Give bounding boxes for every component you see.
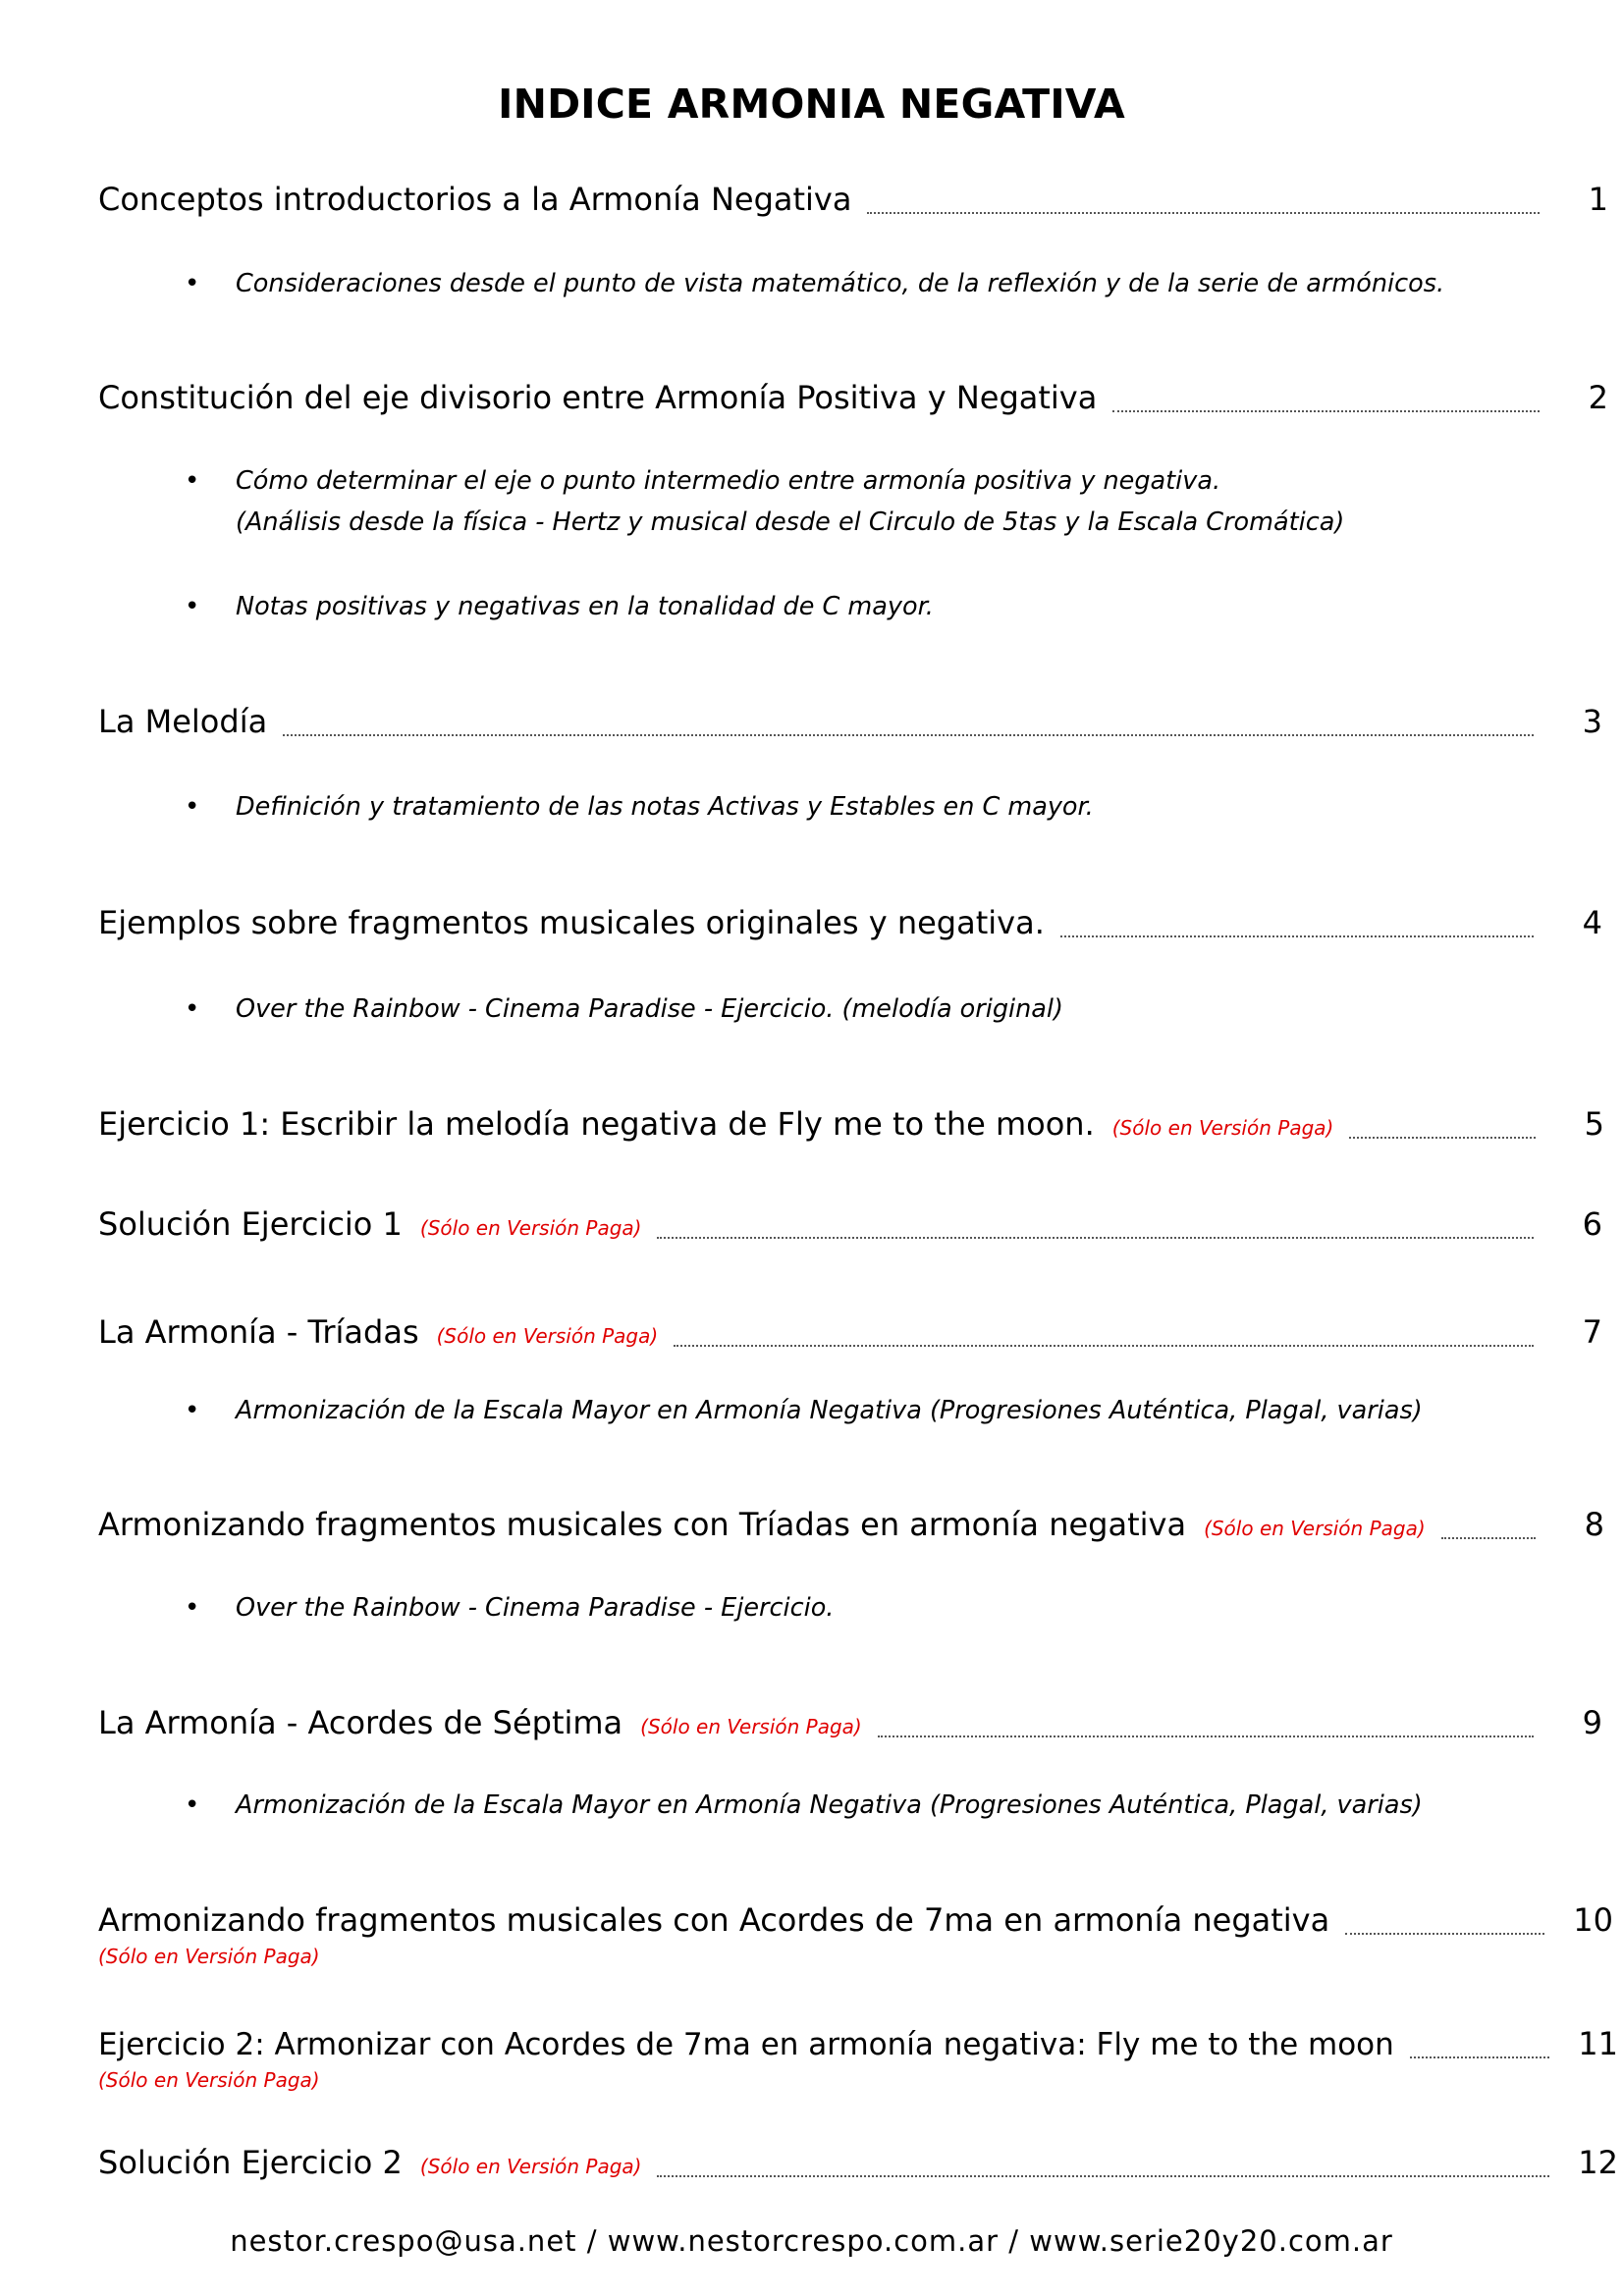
toc-entry[interactable] [98, 1901, 1613, 1968]
toc-entry[interactable] [98, 1105, 1604, 1148]
footer-contact: nestor.crespo@usa.net / www.nestorcrespo.com.ar / www.serie20y20.com.ar [230, 2224, 1393, 2258]
dot-leader [867, 212, 1540, 214]
toc-page-number: 1 [1588, 181, 1608, 218]
toc-entry[interactable] [98, 379, 1608, 422]
toc-entry-label: Solución Ejercicio 1 (Sólo en Versión Paga) [98, 1205, 642, 1243]
toc-entry[interactable] [98, 1205, 1602, 1249]
toc-page-number: 3 [1582, 703, 1602, 740]
dot-leader [1060, 935, 1534, 937]
toc-entry-label: Ejercicio 2: Armonizar con Acordes de 7ma en armonía negativa: Fly me to the moon [98, 2027, 1394, 2062]
paid-version-note: (Sólo en Versión Paga) [640, 1715, 862, 1738]
toc-entry[interactable] [98, 2025, 1618, 2092]
toc-page-number: 12 [1578, 2144, 1618, 2181]
dot-leader [878, 1735, 1534, 1737]
toc-page-number: 8 [1584, 1506, 1604, 1543]
toc-page-number: 2 [1588, 379, 1608, 416]
toc-entry-label: La Armonía - Acordes de Séptima (Sólo en Versión Paga) [98, 1704, 862, 1741]
toc-entry-label: Conceptos introductorios a la Armonía Negativa [98, 181, 852, 218]
toc-page-number: 6 [1582, 1205, 1602, 1243]
toc-page-number: 5 [1584, 1105, 1604, 1143]
page-title: INDICE ARMONIA NEGATIVA [498, 80, 1125, 128]
toc-page-number: 9 [1582, 1704, 1602, 1741]
paid-version-note: (Sólo en Versión Paga) [419, 1216, 642, 1240]
toc-entry[interactable] [98, 2144, 1618, 2187]
paid-version-note: (Sólo en Versión Paga) [1204, 1517, 1426, 1540]
dot-leader [657, 1237, 1534, 1239]
paid-version-note: (Sólo en Versión Paga) [436, 1324, 659, 1348]
toc-page-number: 4 [1582, 904, 1602, 941]
toc-entry[interactable] [98, 1313, 1602, 1357]
bullet-icon: • [185, 1593, 200, 1623]
toc-entry-label: Ejercicio 1: Escribir la melodía negativa de Fly me to the moon. (Sólo en Versión Paga) [98, 1105, 1334, 1143]
toc-entry[interactable] [98, 904, 1602, 947]
bullet-icon: • [185, 1396, 200, 1425]
bullet-icon: • [185, 592, 200, 621]
bullet-icon: • [185, 466, 200, 496]
bullet-icon: • [185, 269, 200, 298]
toc-entry[interactable] [98, 181, 1608, 224]
toc-page-number: 11 [1578, 2025, 1618, 2062]
toc-entry-label: Armonizando fragmentos musicales con Tríadas en armonía negativa (Sólo en Versión Paga) [98, 1506, 1426, 1543]
toc-entry[interactable] [98, 703, 1602, 746]
toc-entry-label: Constitución del eje divisorio entre Armonía Positiva y Negativa [98, 379, 1098, 416]
toc-entry-label: La Melodía [98, 703, 268, 740]
toc-entry[interactable] [98, 1506, 1604, 1549]
toc-page-number: 7 [1582, 1313, 1602, 1351]
paid-version-note: (Sólo en Versión Paga) [98, 1945, 320, 1968]
toc-entry-label: Solución Ejercicio 2 (Sólo en Versión Paga) [98, 2144, 642, 2181]
dot-leader [283, 734, 1534, 736]
toc-entry-label: Ejemplos sobre fragmentos musicales originales y negativa. [98, 904, 1045, 941]
toc-entry-label: La Armonía - Tríadas (Sólo en Versión Paga) [98, 1313, 659, 1351]
dot-leader [657, 2175, 1549, 2177]
paid-version-note: (Sólo en Versión Paga) [1111, 1116, 1334, 1140]
toc-page-number: 10 [1573, 1901, 1613, 1939]
dot-leader [674, 1345, 1534, 1347]
paid-version-note: (Sólo en Versión Paga) [98, 2068, 320, 2092]
bullet-icon: • [185, 792, 200, 822]
bullet-icon: • [185, 1790, 200, 1820]
toc-entry[interactable] [98, 1704, 1602, 1747]
bullet-icon: • [185, 994, 200, 1024]
paid-version-note: (Sólo en Versión Paga) [419, 2155, 642, 2178]
toc-entry-label: Armonizando fragmentos musicales con Acordes de 7ma en armonía negativa [98, 1901, 1330, 1939]
